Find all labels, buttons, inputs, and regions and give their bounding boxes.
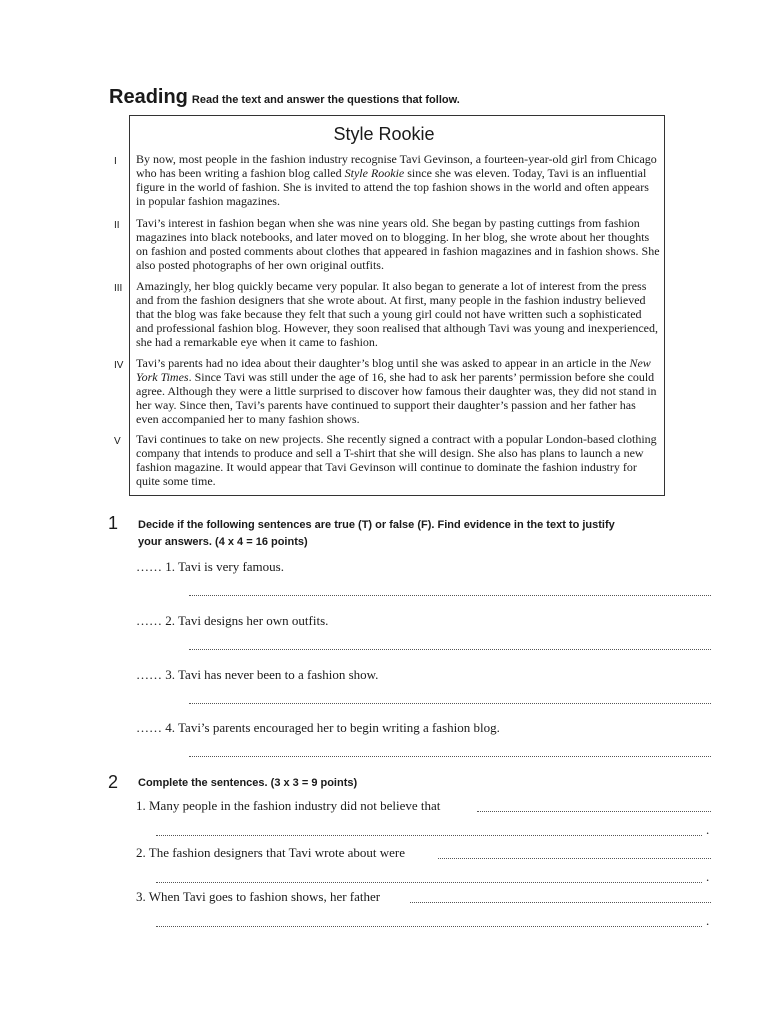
paragraph-number: IV [114, 360, 124, 371]
true-false-item: …… 3. Tavi has never been to a fashion show. [136, 667, 379, 682]
answer-line[interactable] [156, 881, 702, 883]
sentence-item: 1. Many people in the fashion industry did not believe that [136, 798, 441, 813]
section-heading [109, 86, 460, 109]
paragraph: Amazingly, her blog quickly became very popular. It also began to generate a lot of interest from the press and from the fashion designers that she wrote about. At first, many people in the fashion industry believed that the blog was fake because they felt that such a young girl could not have written such a sophisticated and professional fashion blog. However, they soon realised that although Tavi was young and inexperienced, she had a remarkable eye when it came to fashion. [136, 279, 658, 349]
paragraph: Tavi’s parents had no idea about their daughter’s blog until she was asked to appear in an article in the New York Times. Since Tavi was still under the age of 16, she had to ask her parents’ permission before she could agree. Although they were a little surprised to discover how famous their daughter was, they did not stand in her way. Since then, Tavi’s parents have continued to support their daughter’s passion and her father has even accompanied her to many fashion shows. [136, 356, 657, 426]
answer-line[interactable] [438, 857, 711, 859]
paragraph: Tavi continues to take on new projects. She recently signed a contract with a popular London-based clothing company that intends to produce and sell a T-shirt that she will design. She also has plans to launch a new fashion magazine. It would appear that Tavi Gevinson will continue to dominate the fashion industry for quite some time. [136, 432, 657, 488]
paragraph-number: II [114, 220, 120, 231]
task-number: 1 [108, 513, 119, 533]
answer-line[interactable] [410, 901, 711, 903]
line-end-period: . [706, 913, 710, 928]
section-instruction: Read the text and answer the questions that follow. [191, 94, 460, 106]
answer-line[interactable] [477, 810, 711, 812]
answer-line[interactable] [189, 755, 711, 757]
answer-line[interactable] [189, 702, 711, 704]
line-end-period: . [706, 869, 710, 884]
section-title: Reading [109, 86, 188, 108]
answer-line[interactable] [156, 834, 702, 836]
true-false-item: …… 1. Tavi is very famous. [136, 559, 284, 574]
answer-line[interactable] [156, 925, 702, 927]
task-instruction-line: your answers. (4 x 4 = 16 points) [138, 536, 308, 548]
task-instruction [138, 517, 658, 551]
true-false-item: …… 4. Tavi’s parents encouraged her to begin writing a fashion blog. [136, 720, 500, 735]
sentence-item: 3. When Tavi goes to fashion shows, her father [136, 889, 381, 904]
answer-line[interactable] [189, 594, 711, 596]
task-instruction-line: Decide if the following sentences are true (T) or false (F). Find evidence in the text to justify [138, 519, 615, 531]
task-instruction: Complete the sentences. (3 x 3 = 9 points) [138, 777, 358, 789]
task-number: 2 [108, 772, 119, 792]
paragraph-number: I [114, 156, 117, 167]
answer-line[interactable] [189, 648, 711, 650]
paragraph-number: III [114, 283, 123, 294]
article-title: Style Rookie [333, 124, 435, 144]
line-end-period: . [706, 822, 710, 837]
paragraph-number: V [114, 436, 121, 447]
sentence-item: 2. The fashion designers that Tavi wrote about were [136, 845, 406, 860]
paragraph: Tavi’s interest in fashion began when she was nine years old. She began by pasting cuttings from fashion magazines into black notebooks, and later moved on to blogging. In her blog, she wrote about her thoughts on fashion and posted comments about clothes that appeared in fashion magazines and in fashion shows. She also posted photographs of her own original outfits. [136, 216, 660, 272]
true-false-item: …… 2. Tavi designs her own outfits. [136, 613, 329, 628]
paragraph: By now, most people in the fashion industry recognise Tavi Gevinson, a fourteen-year-old girl from Chicago who has been writing a fashion blog called Style Rookie since she was eleven. Today, Tavi is an influential figure in the world of fashion. She is invited to attend the top fashion shows in the world and often appears in popular fashion magazines. [136, 152, 657, 208]
